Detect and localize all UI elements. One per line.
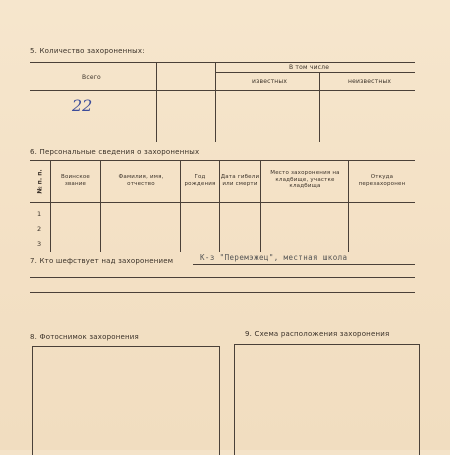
- section9-title: 9. Схема расположения захоронения: [245, 330, 390, 338]
- row-number-1: 1: [37, 210, 42, 218]
- table5-header-bottom: [30, 90, 415, 91]
- col-from-header: Откуда перезахоронен: [358, 174, 406, 187]
- table6-header-bottom: [30, 202, 415, 203]
- patron-value: К-з "Перемэжец", местная школа: [200, 253, 348, 262]
- photo-box: [32, 346, 220, 455]
- table6-divider-3: [180, 160, 181, 252]
- patron-underline-3: [30, 292, 415, 293]
- row-number-3: 3: [37, 240, 42, 248]
- table5-divider-1: [156, 62, 157, 142]
- col-rank-header: Воинское звание: [60, 174, 90, 187]
- row-number-2: 2: [37, 225, 42, 233]
- col-death-header: Дата гибели или смерти: [220, 174, 260, 187]
- col-total-header: Всего: [82, 74, 101, 81]
- col-name-header: Фамилия, имя, отчество: [118, 174, 164, 187]
- patron-underline-1: [193, 264, 415, 265]
- table6-divider-5: [260, 160, 261, 252]
- patron-underline-2: [30, 277, 415, 278]
- col-unknown-header: неизвестных: [348, 78, 392, 85]
- table5-subheader-line: [215, 72, 415, 73]
- section7-label: 7. Кто шефствует над захоронением: [30, 257, 174, 265]
- col-num-header: № п. п.: [36, 169, 44, 194]
- table6-divider-6: [348, 160, 349, 252]
- col-including-header: В том числе: [289, 64, 330, 71]
- table6-divider-2: [100, 160, 101, 252]
- section8-title: 8. Фотоснимок захоронения: [30, 333, 139, 341]
- col-known-header: известных: [252, 78, 288, 85]
- scheme-box: [234, 344, 420, 455]
- section5-title: 5. Количество захороненных:: [30, 47, 145, 55]
- total-buried-value: 22: [72, 96, 93, 115]
- table6-divider-1: [50, 160, 51, 252]
- table5-top-border: [30, 62, 415, 63]
- col-birth-header: Год рождения: [184, 174, 216, 187]
- table5-divider-3: [319, 72, 320, 142]
- col-place-header: Место захоронения на кладбище, участке кладбища: [270, 170, 340, 189]
- table6-top-border: [30, 160, 415, 161]
- section6-title: 6. Персональные сведения о захороненных: [30, 148, 200, 156]
- table5-divider-2: [215, 62, 216, 142]
